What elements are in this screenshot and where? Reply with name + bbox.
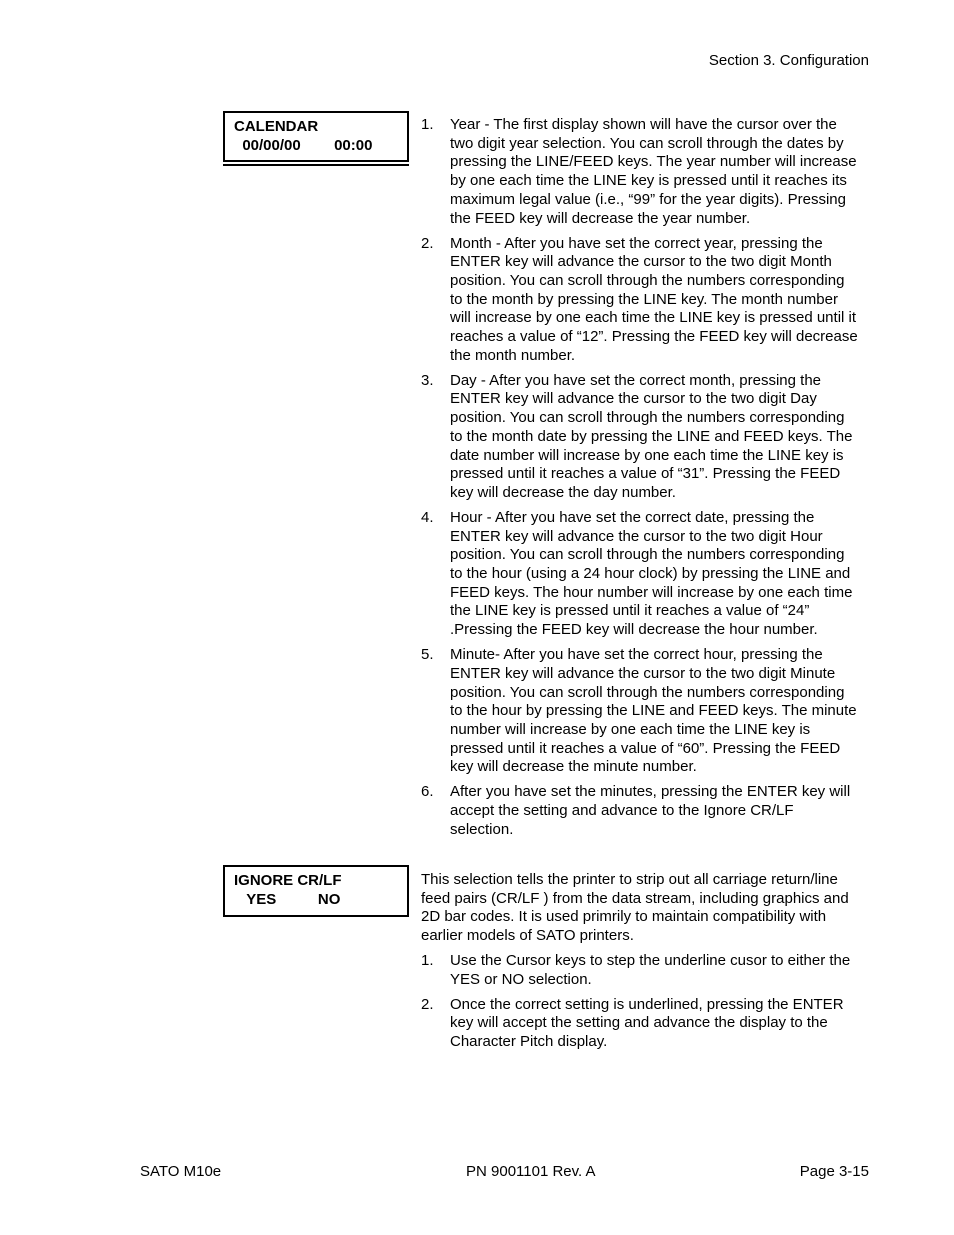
step-text: Year - The first display shown will have the cursor over the two digit year selection. You can scroll through the dates by pressing the LINE/FEED keys. The year number will increase by one each time the LINE key is pressed until it reaches its maximum legal value (i.e., “99” for the year digits). Pressing the FEED key will decrease the year number. xyxy=(450,116,857,227)
section-header: Section 3. Configuration xyxy=(708,52,869,69)
step-number: 2. xyxy=(421,234,434,252)
list-item xyxy=(421,372,861,503)
step-number: 5. xyxy=(421,646,434,664)
list-item xyxy=(421,116,861,228)
step-text: Hour - After you have set the correct date, pressing the ENTER key will advance the cursor to the two digit Hour position. You can scroll through the numbers corresponding to the hour (using a 24 hour clock) by pressing the LINE and FEED keys. The hour number will increase by one each time the LINE key is pressed until it reaches a value of “24” .Pressing the FEED key will decrease the hour number. xyxy=(450,508,853,639)
step-text: Use the Cursor keys to step the underline cusor to either the YES or NO selection. xyxy=(450,951,851,988)
footer-product: SATO M10e xyxy=(140,1163,222,1180)
step-text: Minute- After you have set the correct hour, pressing the ENTER key will advance the cursor to the two digit Minute position. You can scroll through the numbers corresponding to the hour by pressing the LINE and FEED keys. The minute number will increase by one each time the LINE key is pressed until it reaches a value of “60”. Pressing the FEED key will decrease the minute number. xyxy=(450,646,857,776)
step-number: 3. xyxy=(421,371,434,389)
list-item xyxy=(421,509,861,640)
step-number: 6. xyxy=(421,783,434,801)
ignore-crlf-intro: This selection tells the printer to strip out all carriage return/line feed pairs (CR/LF ) from the data stream, including graphics and 2D bar codes. It is used primrily to maintain compatibility with earlier models of SATO printers. xyxy=(421,871,849,945)
step-text: After you have set the minutes, pressing the ENTER key will accept the setting and advance to the Ignore CR/LF selection. xyxy=(450,783,851,838)
step-number: 2. xyxy=(421,995,434,1013)
list-item xyxy=(421,996,861,1052)
step-number: 1. xyxy=(421,116,434,133)
lcd-line-1: CALENDAR xyxy=(234,118,319,135)
step-text: Month - After you have set the correct year, pressing the ENTER key will advance the cursor to the two digit Month position. You can scroll through the numbers corresponding to the month by pressing the LINE key. The month number will increase by one each time the LINE key is pressed until it reaches a value of “12”. Pressing the FEED key will decrease the month number. xyxy=(450,234,858,364)
calendar-lcd-display xyxy=(223,111,409,162)
lcd-underline xyxy=(223,164,409,166)
list-item xyxy=(421,646,861,777)
list-item xyxy=(421,952,861,989)
ignore-crlf-lcd-display xyxy=(223,865,409,917)
lcd-line-2: 00/00/00 00:00 xyxy=(234,137,373,154)
calendar-instructions xyxy=(421,116,861,846)
calendar-steps-list xyxy=(421,116,861,840)
footer-page-number: Page 3-15 xyxy=(799,1163,869,1180)
step-number: 4. xyxy=(421,508,434,526)
step-text: Once the correct setting is underlined, pressing the ENTER key will accept the setting and advance the display to the Character Pitch display. xyxy=(450,995,844,1050)
ignore-crlf-instructions xyxy=(421,871,861,1058)
list-item xyxy=(421,783,861,839)
step-text: Day - After you have set the correct month, pressing the ENTER key will advance the cursor to the two digit Day position. You can scroll through the numbers corresponding to the month date by pressing the LINE and FEED keys. The date number will increase by one each time the LINE key is pressed until it reaches a value of “31”. Pressing the FEED key will decrease the day number. xyxy=(450,371,853,501)
lcd-line-2: YES NO xyxy=(234,891,341,908)
ignore-steps-list xyxy=(421,952,861,1052)
step-number: 1. xyxy=(421,951,434,969)
footer-part-number: PN 9001101 Rev. A xyxy=(466,1163,596,1180)
list-item xyxy=(421,235,861,366)
lcd-line-1: IGNORE CR/LF xyxy=(234,872,342,889)
